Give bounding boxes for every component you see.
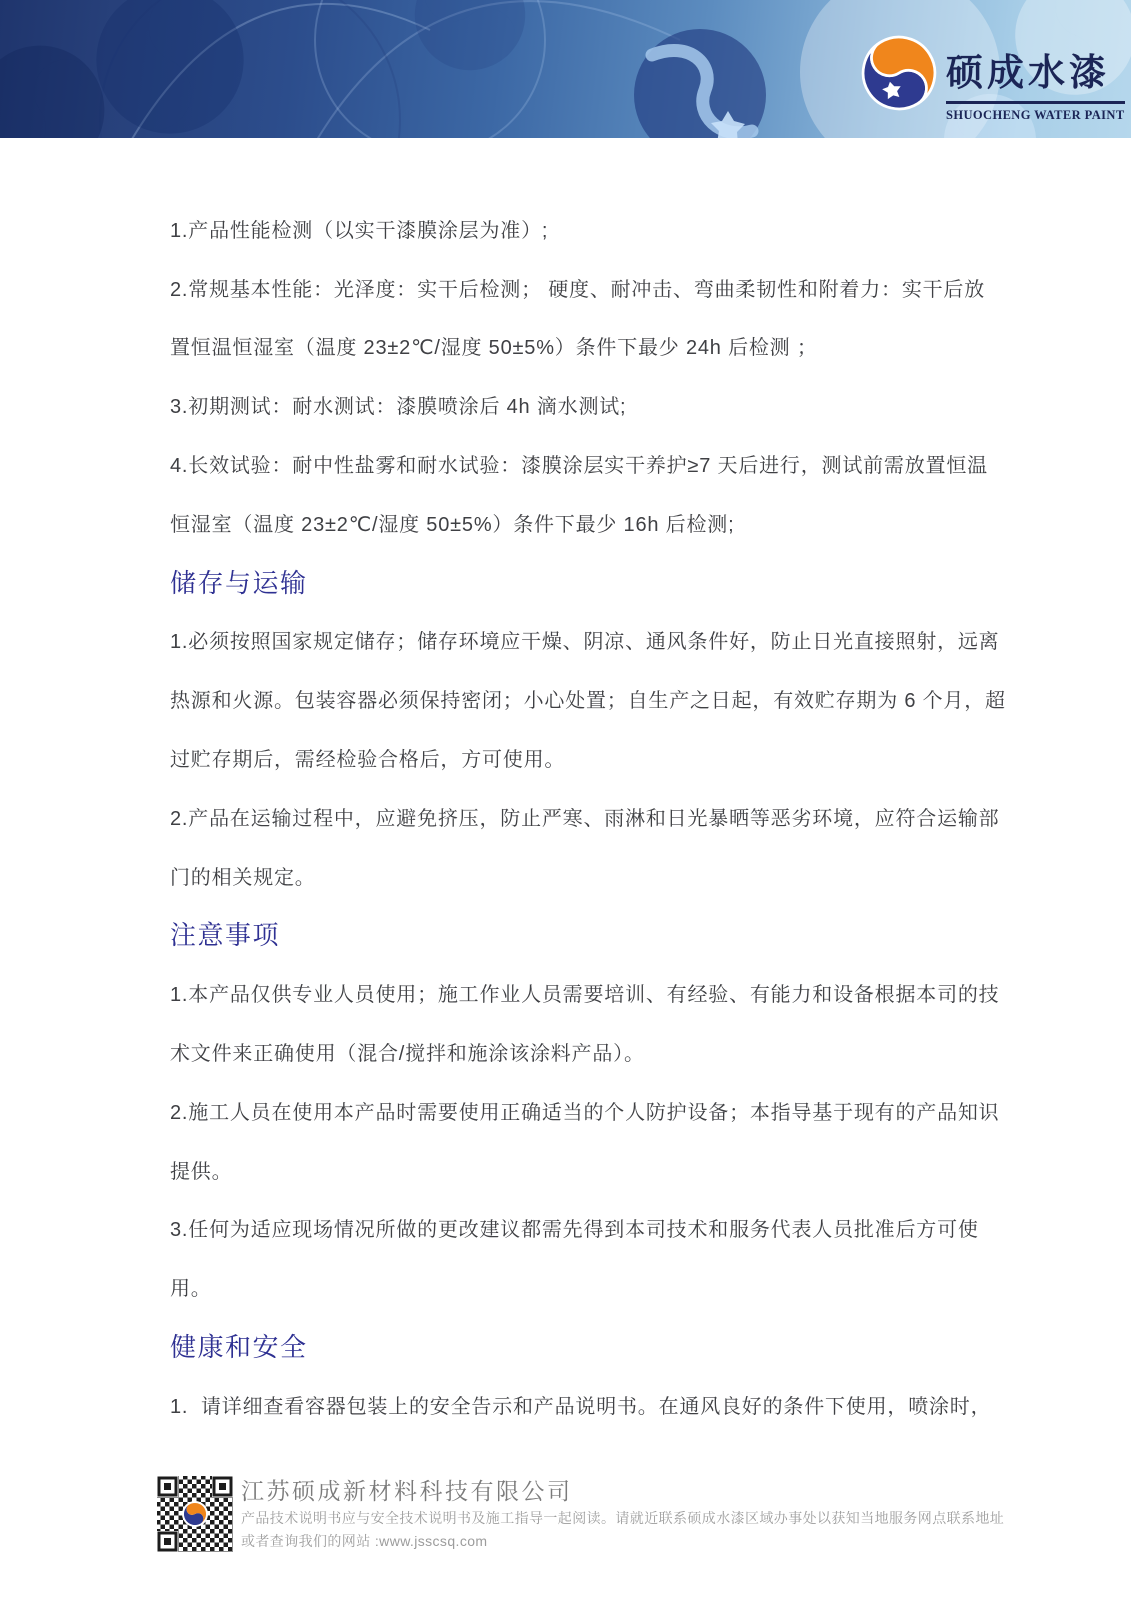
body-line: 提供。 bbox=[170, 1160, 233, 1183]
body-line: 1. 请详细查看容器包装上的安全告示和产品说明书。在通风良好的条件下使用，喷涂时， bbox=[170, 1395, 992, 1418]
brand-name-en: SHUOCHENG WATER PAINT bbox=[946, 108, 1125, 122]
body-line: 1.产品性能检测（以实干漆膜涂层为准）; bbox=[170, 219, 549, 242]
body-line: 3.任何为适应现场情况所做的更改建议都需先得到本司技术和服务代表人员批准后方可使 bbox=[170, 1219, 979, 1242]
body-line: 术文件来正确使用（混合/搅拌和施涂该涂料产品）。 bbox=[170, 1043, 645, 1066]
qr-code bbox=[156, 1475, 234, 1553]
document-body bbox=[170, 199, 1015, 1434]
footer-note-line2: 或者查询我们的网站 :www.jsscsq.com bbox=[241, 1533, 488, 1549]
brand-name-cn: 硕成水漆 bbox=[946, 42, 1125, 104]
footer-note bbox=[241, 1507, 1004, 1553]
footer-company-name: 江苏硕成新材料科技有限公司 bbox=[241, 1478, 573, 1504]
body-line: 4.长效试验：耐中性盐雾和耐水试验：漆膜涂层实干养护≥7 天后进行，测试前需放置恒温 bbox=[170, 455, 988, 478]
body-line: 1.必须按照国家规定储存；储存环境应干燥、阴凉、通风条件好，防止日光直接照射，远离 bbox=[170, 631, 1000, 654]
body-line: 热源和火源。包装容器必须保持密闭；小心处置；自生产之日起，有效贮存期为 6 个月，超 bbox=[170, 690, 1006, 713]
body-line: 2.产品在运输过程中，应避免挤压，防止严寒、雨淋和日光暴晒等恶劣环境，应符合运输部 bbox=[170, 807, 1000, 830]
brand-text-block bbox=[946, 42, 1125, 123]
footer-note-line1: 产品技术说明书应与安全技术说明书及施工指导一起阅读。请就近联系硕成水漆区域办事处以获知当地服务网点联系地址 bbox=[241, 1510, 1005, 1526]
header-banner bbox=[0, 0, 1131, 138]
body-line: 用。 bbox=[170, 1278, 212, 1301]
body-line: 2.常规基本性能：光泽度：实干后检测； 硬度、耐冲击、弯曲柔韧性和附着力：实干后放 bbox=[170, 278, 986, 301]
body-line: 置恒温恒湿室（温度 23±2℃/湿度 50±5%）条件下最少 24h 后检测 ； bbox=[170, 337, 818, 360]
body-line: 恒湿室（温度 23±2℃/湿度 50±5%）条件下最少 16h 后检测; bbox=[170, 513, 735, 536]
section-heading-precautions: 注意事项 bbox=[170, 920, 281, 951]
body-line: 1.本产品仅供专业人员使用；施工作业人员需要培训、有经验、有能力和设备根据本司的技 bbox=[170, 984, 1000, 1007]
body-line: 2.施工人员在使用本产品时需要使用正确适当的个人防护设备；本指导基于现有的产品知识 bbox=[170, 1101, 1000, 1124]
section-heading-health-safety: 健康和安全 bbox=[170, 1332, 308, 1363]
section-heading-storage-transport: 储存与运输 bbox=[170, 567, 308, 598]
body-line: 过贮存期后，需经检验合格后，方可使用。 bbox=[170, 749, 566, 772]
brand-logo-icon bbox=[860, 34, 938, 112]
body-line: 3.初期测试：耐水测试：漆膜喷涂后 4h 滴水测试; bbox=[170, 396, 627, 419]
body-line: 门的相关规定。 bbox=[170, 866, 316, 889]
